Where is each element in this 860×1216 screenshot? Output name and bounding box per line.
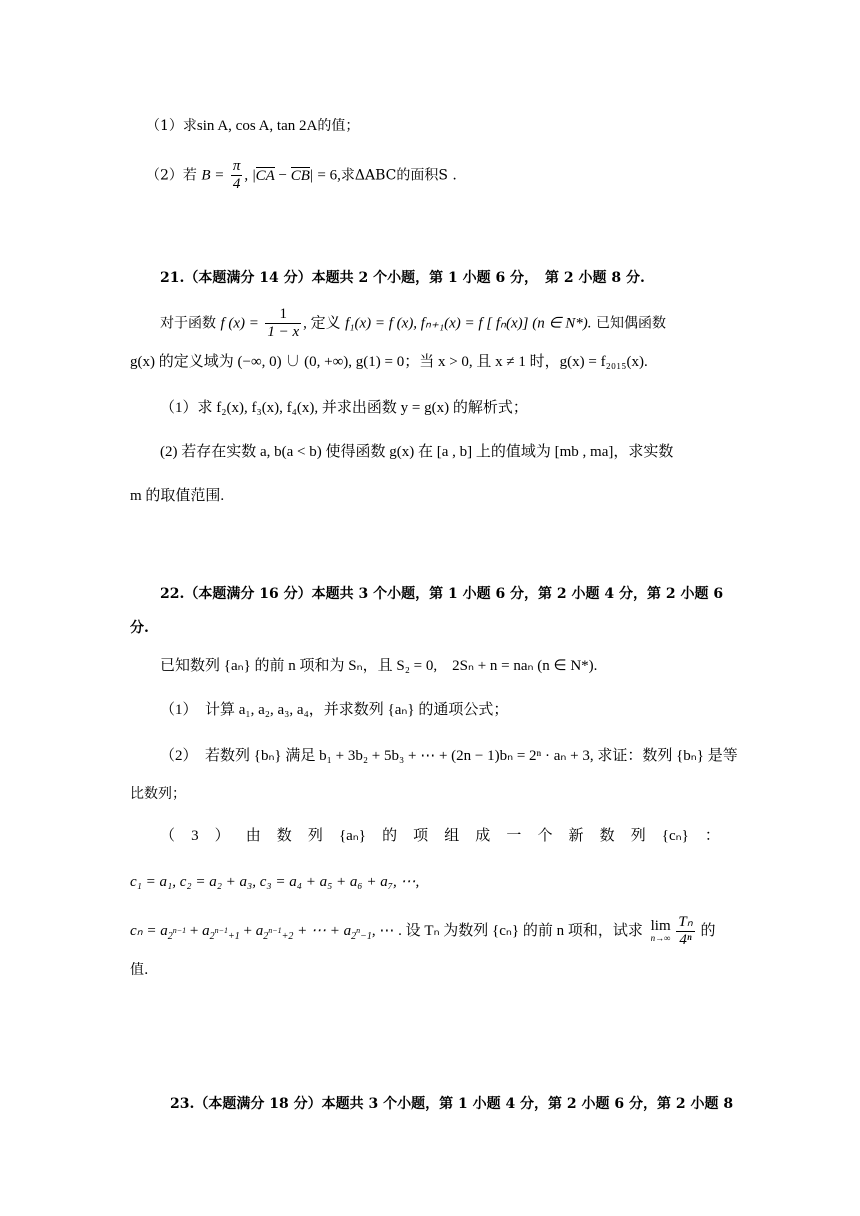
p23-heading: 23.（本题满分 18 分）本题共 3 个小题，第 1 小题 4 分，第 2 小题 6 分，第 2 小题 8 [170, 1096, 734, 1112]
p22-q3-spaced: （ 3 ） 由 数 列 {aₙ} 的 项 组 成 一 个 新 数 列 {cₙ} ： [160, 828, 720, 844]
p22-q2a: （2） 若数列 {bₙ} 满足 b₁ + 3b₂ + 5b₃ + ⋯ + (2n − 1)bₙ = 2ⁿ · aₙ + 3, 求证：数列 {bₙ} 是等 [160, 748, 738, 764]
p22-heading-a: 22.（本题满分 16 分）本题共 3 个小题，第 1 小题 6 分，第 2 小题 4 分，第 2 小题 6 [160, 586, 724, 602]
p21-heading: 21.（本题满分 14 分）本题共 2 个小题，第 1 小题 6 分， 第 2 小题 8 分. [160, 270, 645, 286]
p21-line1: 对于函数 f (x) = $\frac{1}{1 - x}$ , 定义 f₁(x) = f (x), fₙ₊₁(x) = f [ fₙ(x)] (n ∈ N*). 已知偶函数 [160, 306, 667, 340]
limit-expression: lim n→∞ [650, 917, 671, 943]
p22-q3-c-terms: c₁ = a₁, c₂ = a₂ + a₃, c₃ = a₄ + a₅ + a₆ + a₇, ⋯, [130, 874, 420, 890]
p22-q3-end: 值. [130, 962, 149, 978]
tn-over-4n: $\frac{\text{Tₙ}}{\text{4ⁿ}}$ [678, 914, 693, 948]
p21-q1: （1）求 f₂(x), f₃(x), f₄(x), 并求出函数 y = g(x) 的解析式； [160, 400, 528, 416]
fraction-1-over-1-minus-x: $\frac{1}{1 - x}$ [267, 306, 300, 340]
p22-heading-b: 分. [130, 620, 149, 636]
p22-q3-cn: $c_n = a_{2^{n-1}} + a_{2^{n-1}+1} + a_{2^{n-1}+2}$ + ⋯ + $a_{2^n-1}$, ⋯ . 设 Tₙ 为数列 {cₙ} 的前 n 项和，试求 lim n→∞ $\frac{\text{Tₙ}}{\text{4ⁿ}}$ 的 [130, 914, 716, 948]
p20-q1-expr: sin A, cos A, tan 2A [196, 118, 318, 134]
p21-q2b: m 的取值范围. [130, 488, 225, 504]
p20-q2: （2）若 B = $\frac{\pi}{4}$ , |CA − CB| = 6,求ΔABC的面积S . [146, 158, 457, 192]
p20-q1: （1）求sin A, cos A, tan 2A的值； [146, 118, 360, 134]
p22-q2b: 比数列； [130, 786, 186, 802]
vector-norm: |CA − CB| [252, 167, 313, 184]
p22-line1: 已知数列 {aₙ} 的前 n 项和为 Sₙ，且 S₂ = 0, 2Sₙ + n = naₙ (n ∈ N*). [160, 658, 598, 674]
pi-over-4: $\frac{\pi}{4}$ [232, 158, 241, 192]
p22-q1: （1） 计算 a₁, a₂, a₃, a₄，并求数列 {aₙ} 的通项公式； [160, 702, 509, 718]
p21-q2a: (2) 若存在实数 a, b(a < b) 使得函数 g(x) 在 [a , b] 上的值域为 [mb , ma]，求实数 [160, 444, 674, 460]
p21-line2: g(x) 的定义域为 (−∞, 0) ∪ (0, +∞), g(1) = 0；当 x > 0, 且 x ≠ 1 时，g(x) = f₂₀₁₅(x). [130, 354, 648, 370]
